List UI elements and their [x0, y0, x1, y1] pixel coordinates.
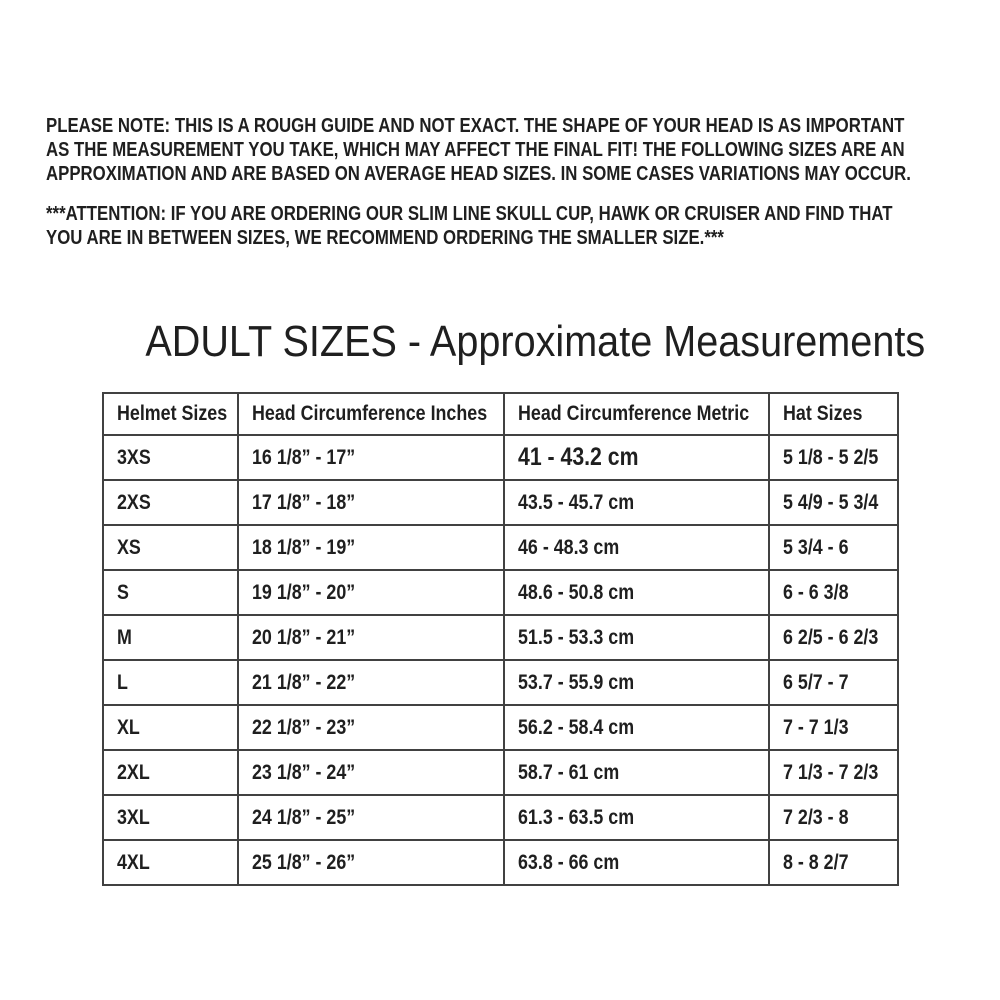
helmet-size-cell: L — [103, 660, 238, 705]
note-line-1: PLEASE NOTE: THIS IS A ROUGH GUIDE AND NOT EXACT. THE SHAPE OF YOUR HEAD IS AS IMPORTANT — [46, 115, 905, 137]
inches-cell: 18 1/8” - 19” — [238, 525, 504, 570]
inches-cell: 16 1/8” - 17” — [238, 435, 504, 480]
inches-cell: 20 1/8” - 21” — [238, 615, 504, 660]
header-circumference-metric: Head Circumference Metric — [504, 393, 769, 435]
hat-size-cell: 6 5/7 - 7 — [769, 660, 898, 705]
hat-size-cell: 6 - 6 3/8 — [769, 570, 898, 615]
helmet-size-cell: 3XS — [103, 435, 238, 480]
table-row — [103, 615, 898, 660]
hat-size-cell: 7 1/3 - 7 2/3 — [769, 750, 898, 795]
metric-cell: 63.8 - 66 cm — [504, 840, 769, 885]
table-row — [103, 750, 898, 795]
page-title-text: ADULT SIZES - Approximate Measurements — [145, 317, 926, 366]
note-line-2: AS THE MEASUREMENT YOU TAKE, WHICH MAY AFFECT THE FINAL FIT! THE FOLLOWING SIZES ARE AN — [46, 139, 905, 161]
header-circumference-inches: Head Circumference Inches — [238, 393, 504, 435]
helmet-size-cell: M — [103, 615, 238, 660]
table-header-row — [103, 393, 898, 435]
header-hat-sizes: Hat Sizes — [769, 393, 898, 435]
metric-cell: 61.3 - 63.5 cm — [504, 795, 769, 840]
hat-size-cell: 6 2/5 - 6 2/3 — [769, 615, 898, 660]
metric-cell: 46 - 48.3 cm — [504, 525, 769, 570]
metric-cell: 51.5 - 53.3 cm — [504, 615, 769, 660]
page-title — [102, 317, 926, 366]
note-paragraph — [46, 114, 1000, 186]
helmet-size-cell: XS — [103, 525, 238, 570]
metric-cell: 43.5 - 45.7 cm — [504, 480, 769, 525]
inches-cell: 25 1/8” - 26” — [238, 840, 504, 885]
table-row — [103, 480, 898, 525]
metric-cell: 48.6 - 50.8 cm — [504, 570, 769, 615]
hat-size-cell: 7 - 7 1/3 — [769, 705, 898, 750]
helmet-size-cell: 2XL — [103, 750, 238, 795]
note-line-3: APPROXIMATION AND ARE BASED ON AVERAGE HEAD SIZES. IN SOME CASES VARIATIONS MAY OCCUR. — [46, 163, 911, 185]
table-row — [103, 705, 898, 750]
hat-size-cell: 8 - 8 2/7 — [769, 840, 898, 885]
helmet-size-cell: 2XS — [103, 480, 238, 525]
metric-cell: 58.7 - 61 cm — [504, 750, 769, 795]
metric-cell: 56.2 - 58.4 cm — [504, 705, 769, 750]
inches-cell: 24 1/8” - 25” — [238, 795, 504, 840]
attention-line-1: ***ATTENTION: IF YOU ARE ORDERING OUR SLIM LINE SKULL CUP, HAWK OR CRUISER AND FIND THAT — [46, 203, 893, 225]
header-helmet-sizes: Helmet Sizes — [103, 393, 238, 435]
metric-cell: 41 - 43.2 cm — [504, 435, 769, 480]
helmet-size-cell: XL — [103, 705, 238, 750]
helmet-size-cell: 4XL — [103, 840, 238, 885]
attention-line-2: YOU ARE IN BETWEEN SIZES, WE RECOMMEND ORDERING THE SMALLER SIZE.*** — [46, 227, 724, 249]
helmet-size-cell: S — [103, 570, 238, 615]
hat-size-cell: 5 3/4 - 6 — [769, 525, 898, 570]
inches-cell: 21 1/8” - 22” — [238, 660, 504, 705]
adult-sizes-table — [102, 392, 899, 886]
table-row — [103, 435, 898, 480]
table-row — [103, 660, 898, 705]
metric-cell: 53.7 - 55.9 cm — [504, 660, 769, 705]
inches-cell: 17 1/8” - 18” — [238, 480, 504, 525]
table-row — [103, 525, 898, 570]
table-row — [103, 795, 898, 840]
helmet-size-cell: 3XL — [103, 795, 238, 840]
attention-paragraph — [46, 202, 1000, 250]
hat-size-cell: 7 2/3 - 8 — [769, 795, 898, 840]
table-row — [103, 840, 898, 885]
inches-cell: 23 1/8” - 24” — [238, 750, 504, 795]
table-row — [103, 570, 898, 615]
inches-cell: 19 1/8” - 20” — [238, 570, 504, 615]
inches-cell: 22 1/8” - 23” — [238, 705, 504, 750]
hat-size-cell: 5 4/9 - 5 3/4 — [769, 480, 898, 525]
hat-size-cell: 5 1/8 - 5 2/5 — [769, 435, 898, 480]
